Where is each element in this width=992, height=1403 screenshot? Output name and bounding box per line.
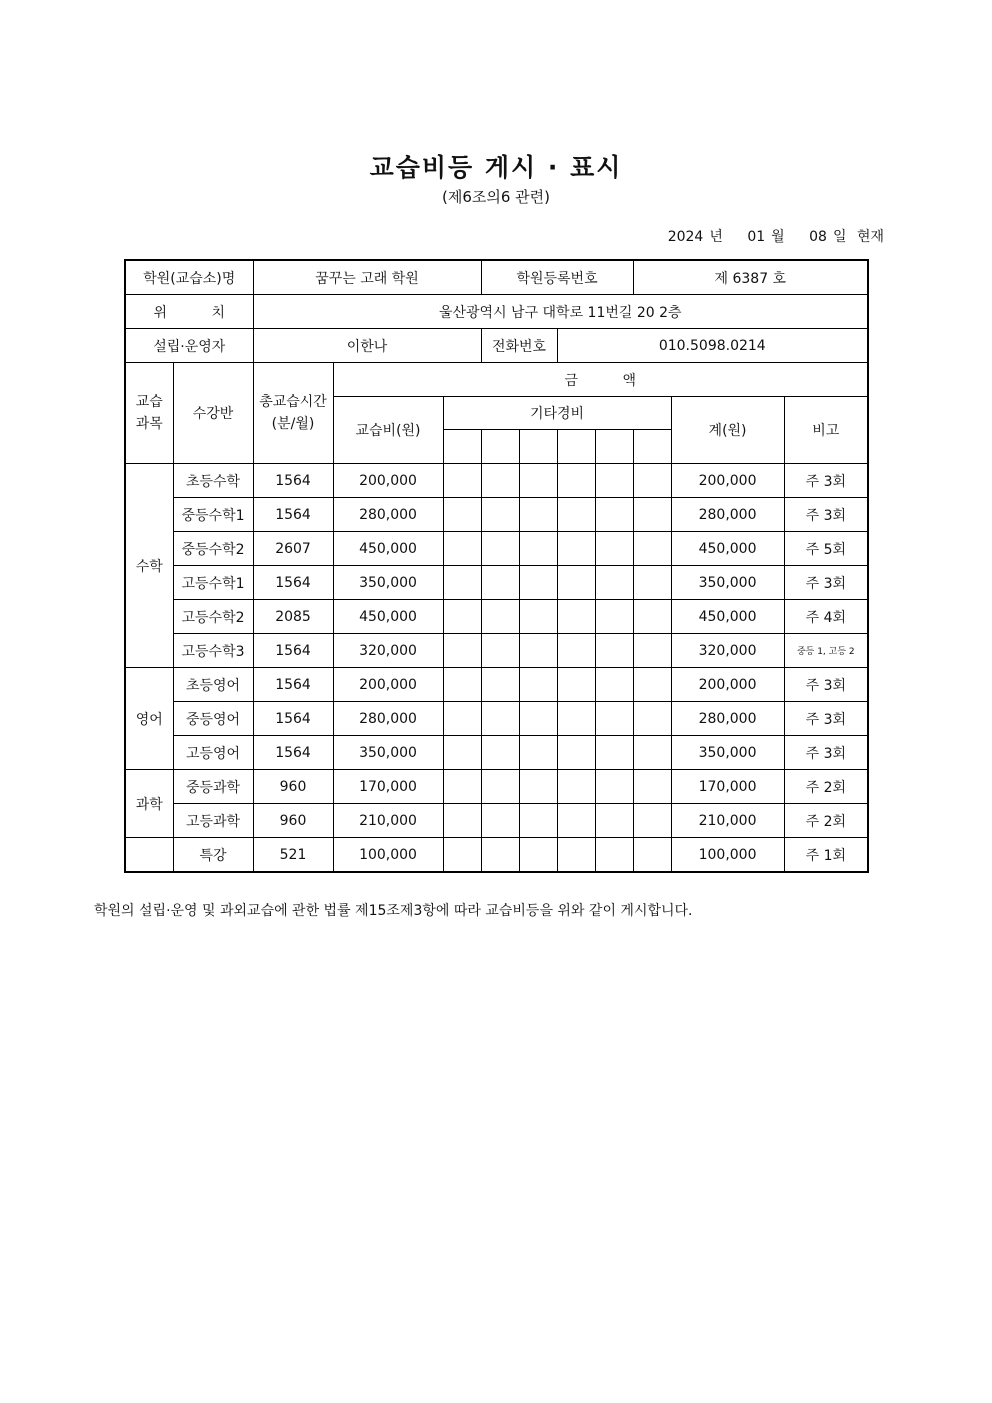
other-expense-col: [481, 430, 519, 464]
other-expense-cell: [557, 736, 595, 770]
total-cell: 280,000: [671, 498, 784, 532]
other-expense-cell: [557, 498, 595, 532]
other-expense-cell: [633, 464, 671, 498]
class-cell: 중등과학: [173, 770, 253, 804]
other-expense-cell: [481, 634, 519, 668]
table-row: [125, 634, 868, 668]
table-row: [125, 736, 868, 770]
other-expense-cell: [595, 464, 633, 498]
hours-cell: 1564: [253, 634, 333, 668]
table-row: [125, 770, 868, 804]
other-expense-header: 기타경비: [443, 397, 671, 430]
other-expense-cell: [481, 668, 519, 702]
page-title: 교습비등 게시 · 표시: [369, 153, 623, 182]
other-expense-cell: [633, 736, 671, 770]
tuition-cell: 350,000: [333, 736, 443, 770]
total-cell: 350,000: [671, 566, 784, 600]
table-row: [125, 702, 868, 736]
note-cell: 주 3회: [784, 702, 868, 736]
hours-cell: 1564: [253, 668, 333, 702]
date-line: [662, 226, 884, 246]
other-expense-cell: [633, 702, 671, 736]
academy-name-label: 학원(교습소)명: [125, 260, 253, 295]
other-expense-cell: [633, 532, 671, 566]
class-header: 수강반: [173, 363, 253, 464]
other-expense-cell: [633, 634, 671, 668]
total-header: 계(원): [671, 397, 784, 464]
other-expense-cell: [519, 532, 557, 566]
other-expense-cell: [557, 702, 595, 736]
other-expense-cell: [481, 838, 519, 873]
other-expense-cell: [595, 838, 633, 873]
other-expense-cell: [595, 532, 633, 566]
table-row: [125, 498, 868, 532]
tuition-cell: 210,000: [333, 804, 443, 838]
phone-label: 전화번호: [481, 329, 557, 363]
subject-cell: 영어: [125, 668, 173, 770]
other-expense-cell: [443, 532, 481, 566]
class-cell: 고등과학: [173, 804, 253, 838]
total-cell: 200,000: [671, 668, 784, 702]
date-day-unit: 일: [832, 229, 847, 245]
other-expense-cell: [443, 498, 481, 532]
hours-cell: 2085: [253, 600, 333, 634]
other-expense-cell: [481, 736, 519, 770]
date-month: 01: [747, 229, 766, 245]
other-expense-cell: [481, 464, 519, 498]
other-expense-cell: [557, 566, 595, 600]
hours-cell: 1564: [253, 464, 333, 498]
other-expense-cell: [595, 668, 633, 702]
other-expense-cell: [595, 804, 633, 838]
other-expense-cell: [519, 498, 557, 532]
hours-cell: 1564: [253, 736, 333, 770]
other-expense-cell: [557, 634, 595, 668]
other-expense-col: [443, 430, 481, 464]
table-row: [125, 566, 868, 600]
total-cell: 450,000: [671, 600, 784, 634]
note-cell: 주 3회: [784, 566, 868, 600]
location-value: 울산광역시 남구 대학로 11번길 20 2층: [253, 295, 868, 329]
tuition-cell: 170,000: [333, 770, 443, 804]
founder-value: 이한나: [253, 329, 481, 363]
phone-value: 010.5098.0214: [557, 329, 868, 363]
other-expense-cell: [519, 464, 557, 498]
amount-header: 금 액: [333, 363, 868, 397]
total-cell: 200,000: [671, 464, 784, 498]
other-expense-col: [519, 430, 557, 464]
note-cell: 주 5회: [784, 532, 868, 566]
date-month-unit: 월: [771, 229, 785, 245]
note-header: 비고: [784, 397, 868, 464]
subject-header: 교습 과목: [125, 363, 173, 464]
note-cell: 주 4회: [784, 600, 868, 634]
other-expense-cell: [481, 600, 519, 634]
note-cell: 주 3회: [784, 736, 868, 770]
class-cell: 중등수학1: [173, 498, 253, 532]
hours-cell: 960: [253, 804, 333, 838]
other-expense-cell: [443, 600, 481, 634]
other-expense-col: [595, 430, 633, 464]
note-cell: 주 3회: [784, 498, 868, 532]
page-subtitle: (제6조의6 관련): [441, 188, 550, 206]
other-expense-cell: [595, 634, 633, 668]
tuition-cell: 280,000: [333, 702, 443, 736]
date-year: 2024: [667, 229, 704, 245]
tuition-cell: 200,000: [333, 668, 443, 702]
other-expense-cell: [519, 634, 557, 668]
other-expense-cell: [633, 566, 671, 600]
other-expense-cell: [557, 600, 595, 634]
other-expense-cell: [443, 736, 481, 770]
registration-label: 학원등록번호: [481, 260, 633, 295]
other-expense-cell: [481, 566, 519, 600]
tuition-cell: 450,000: [333, 600, 443, 634]
hours-cell: 2607: [253, 532, 333, 566]
total-cell: 450,000: [671, 532, 784, 566]
other-expense-cell: [519, 668, 557, 702]
subject-cell: 수학: [125, 464, 173, 668]
other-expense-cell: [443, 702, 481, 736]
other-expense-cell: [595, 566, 633, 600]
date-year-unit: 년: [709, 229, 723, 245]
other-expense-cell: [633, 838, 671, 873]
hours-cell: 1564: [253, 566, 333, 600]
other-expense-cell: [595, 702, 633, 736]
registration-value: 제 6387 호: [633, 260, 868, 295]
other-expense-cell: [557, 668, 595, 702]
other-expense-cell: [595, 736, 633, 770]
class-cell: 고등수학2: [173, 600, 253, 634]
table-row: [125, 668, 868, 702]
class-cell: 고등영어: [173, 736, 253, 770]
table-row: [125, 464, 868, 498]
other-expense-cell: [481, 702, 519, 736]
other-expense-cell: [443, 634, 481, 668]
academy-name-value: 꿈꾸는 고래 학원: [253, 260, 481, 295]
other-expense-cell: [595, 770, 633, 804]
class-cell: 특강: [173, 838, 253, 873]
tuition-cell: 320,000: [333, 634, 443, 668]
date-day: 08: [809, 229, 827, 245]
other-expense-col: [557, 430, 595, 464]
other-expense-cell: [443, 838, 481, 873]
other-expense-cell: [443, 464, 481, 498]
class-cell: 고등수학1: [173, 566, 253, 600]
table-row: [125, 804, 868, 838]
other-expense-cell: [519, 736, 557, 770]
total-cell: 320,000: [671, 634, 784, 668]
location-label: 위 치: [125, 295, 253, 329]
table-row: [125, 532, 868, 566]
total-cell: 100,000: [671, 838, 784, 873]
total-cell: 350,000: [671, 736, 784, 770]
tuition-table: [124, 259, 869, 873]
other-expense-cell: [443, 770, 481, 804]
other-expense-cell: [519, 566, 557, 600]
other-expense-cell: [481, 532, 519, 566]
total-cell: 280,000: [671, 702, 784, 736]
class-cell: 초등수학: [173, 464, 253, 498]
other-expense-cell: [633, 498, 671, 532]
other-expense-cell: [557, 804, 595, 838]
other-expense-cell: [519, 600, 557, 634]
tuition-cell: 350,000: [333, 566, 443, 600]
tuition-cell: 100,000: [333, 838, 443, 873]
tuition-cell: 450,000: [333, 532, 443, 566]
other-expense-cell: [443, 804, 481, 838]
subject-cell: 과학: [125, 770, 173, 838]
tuition-cell: 280,000: [333, 498, 443, 532]
other-expense-cell: [633, 770, 671, 804]
tuition-cell: 200,000: [333, 464, 443, 498]
other-expense-cell: [519, 838, 557, 873]
total-cell: 210,000: [671, 804, 784, 838]
note-cell: 주 1회: [784, 838, 868, 873]
hours-cell: 521: [253, 838, 333, 873]
hours-cell: 960: [253, 770, 333, 804]
other-expense-cell: [595, 498, 633, 532]
class-cell: 고등수학3: [173, 634, 253, 668]
other-expense-cell: [633, 668, 671, 702]
other-expense-cell: [519, 770, 557, 804]
other-expense-cell: [557, 770, 595, 804]
footer-note: 학원의 설립·운영 및 과외교습에 관한 법률 제15조제3항에 따라 교습비등을 위와 같이 게시합니다.: [94, 903, 693, 919]
tuition-header: 교습비(원): [333, 397, 443, 464]
note-cell: 주 3회: [784, 464, 868, 498]
other-expense-cell: [481, 770, 519, 804]
date-suffix: 현재: [856, 229, 884, 245]
class-cell: 초등영어: [173, 668, 253, 702]
other-expense-cell: [519, 702, 557, 736]
other-expense-cell: [519, 804, 557, 838]
other-expense-cell: [595, 600, 633, 634]
table-row: [125, 838, 868, 873]
other-expense-cell: [481, 804, 519, 838]
other-expense-cell: [633, 804, 671, 838]
other-expense-cell: [443, 668, 481, 702]
other-expense-cell: [557, 532, 595, 566]
other-expense-cell: [557, 838, 595, 873]
other-expense-cell: [557, 464, 595, 498]
class-cell: 중등영어: [173, 702, 253, 736]
other-expense-cell: [481, 498, 519, 532]
total-cell: 170,000: [671, 770, 784, 804]
other-expense-cell: [633, 600, 671, 634]
note-cell: 주 3회: [784, 668, 868, 702]
hours-cell: 1564: [253, 498, 333, 532]
other-expense-col: [633, 430, 671, 464]
hours-cell: 1564: [253, 702, 333, 736]
other-expense-cell: [443, 566, 481, 600]
class-cell: 중등수학2: [173, 532, 253, 566]
note-cell: 주 2회: [784, 770, 868, 804]
note-cell: 주 2회: [784, 804, 868, 838]
founder-label: 설립·운영자: [125, 329, 253, 363]
subject-cell: [125, 838, 173, 873]
table-row: [125, 600, 868, 634]
hours-header: 총교습시간 (분/월): [253, 363, 333, 464]
note-cell: 중등 1, 고등 2: [784, 634, 868, 668]
